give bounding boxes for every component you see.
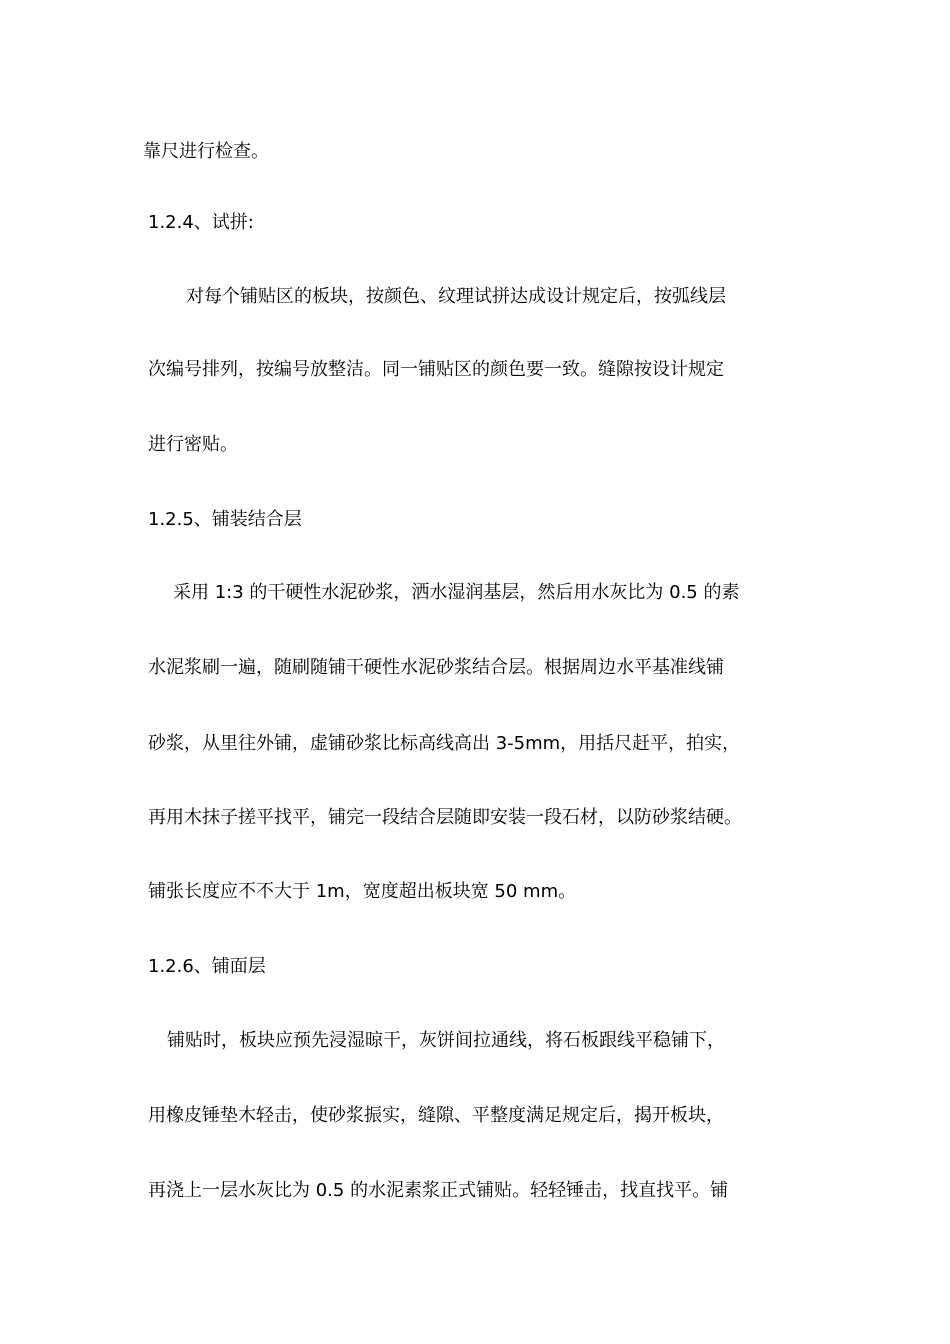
section-heading: 1.2.4、试拼:: [148, 212, 254, 233]
text-line: 次编号排列，按编号放整洁。同一铺贴区的颜色要一致。缝隙按设计规定: [148, 359, 724, 380]
text-line: 铺张长度应不不大于 1m，宽度超出板块宽 50 mm。: [148, 881, 577, 902]
text-line: 砂浆，从里往外铺，虚铺砂浆比标高线高出 3-5mm，用括尺赶平，拍实，: [148, 733, 741, 754]
text-line: 再浇上一层水灰比为 0.5 的水泥素浆正式铺贴。轻轻锤击，找直找平。铺: [148, 1180, 729, 1201]
text-line: 用橡皮锤垫木轻击，使砂浆振实，缝隙、平整度满足规定后，揭开板块，: [148, 1105, 724, 1126]
section-heading: 1.2.5、铺装结合层: [148, 509, 302, 530]
text-line: 进行密贴。: [148, 434, 238, 455]
text-line: 铺贴时，板块应预先浸湿晾干，灰饼间拉通线，将石板跟线平稳铺下，: [167, 1030, 725, 1051]
section-heading: 1.2.6、铺面层: [148, 956, 266, 977]
text-line: 对每个铺贴区的板块，按颜色、纹理试拼达成设计规定后，按弧线层: [186, 286, 726, 307]
text-line: 水泥浆刷一遍，随刷随铺干硬性水泥砂浆结合层。根据周边水平基准线铺: [148, 657, 724, 678]
text-line: 再用木抹子搓平找平，铺完一段结合层随即安装一段石材，以防砂浆结硬。: [148, 807, 742, 828]
text-line: 采用 1:3 的干硬性水泥砂浆，洒水湿润基层，然后用水灰比为 0.5 的素: [173, 582, 740, 603]
text-line: 靠尺进行检查。: [143, 141, 269, 162]
